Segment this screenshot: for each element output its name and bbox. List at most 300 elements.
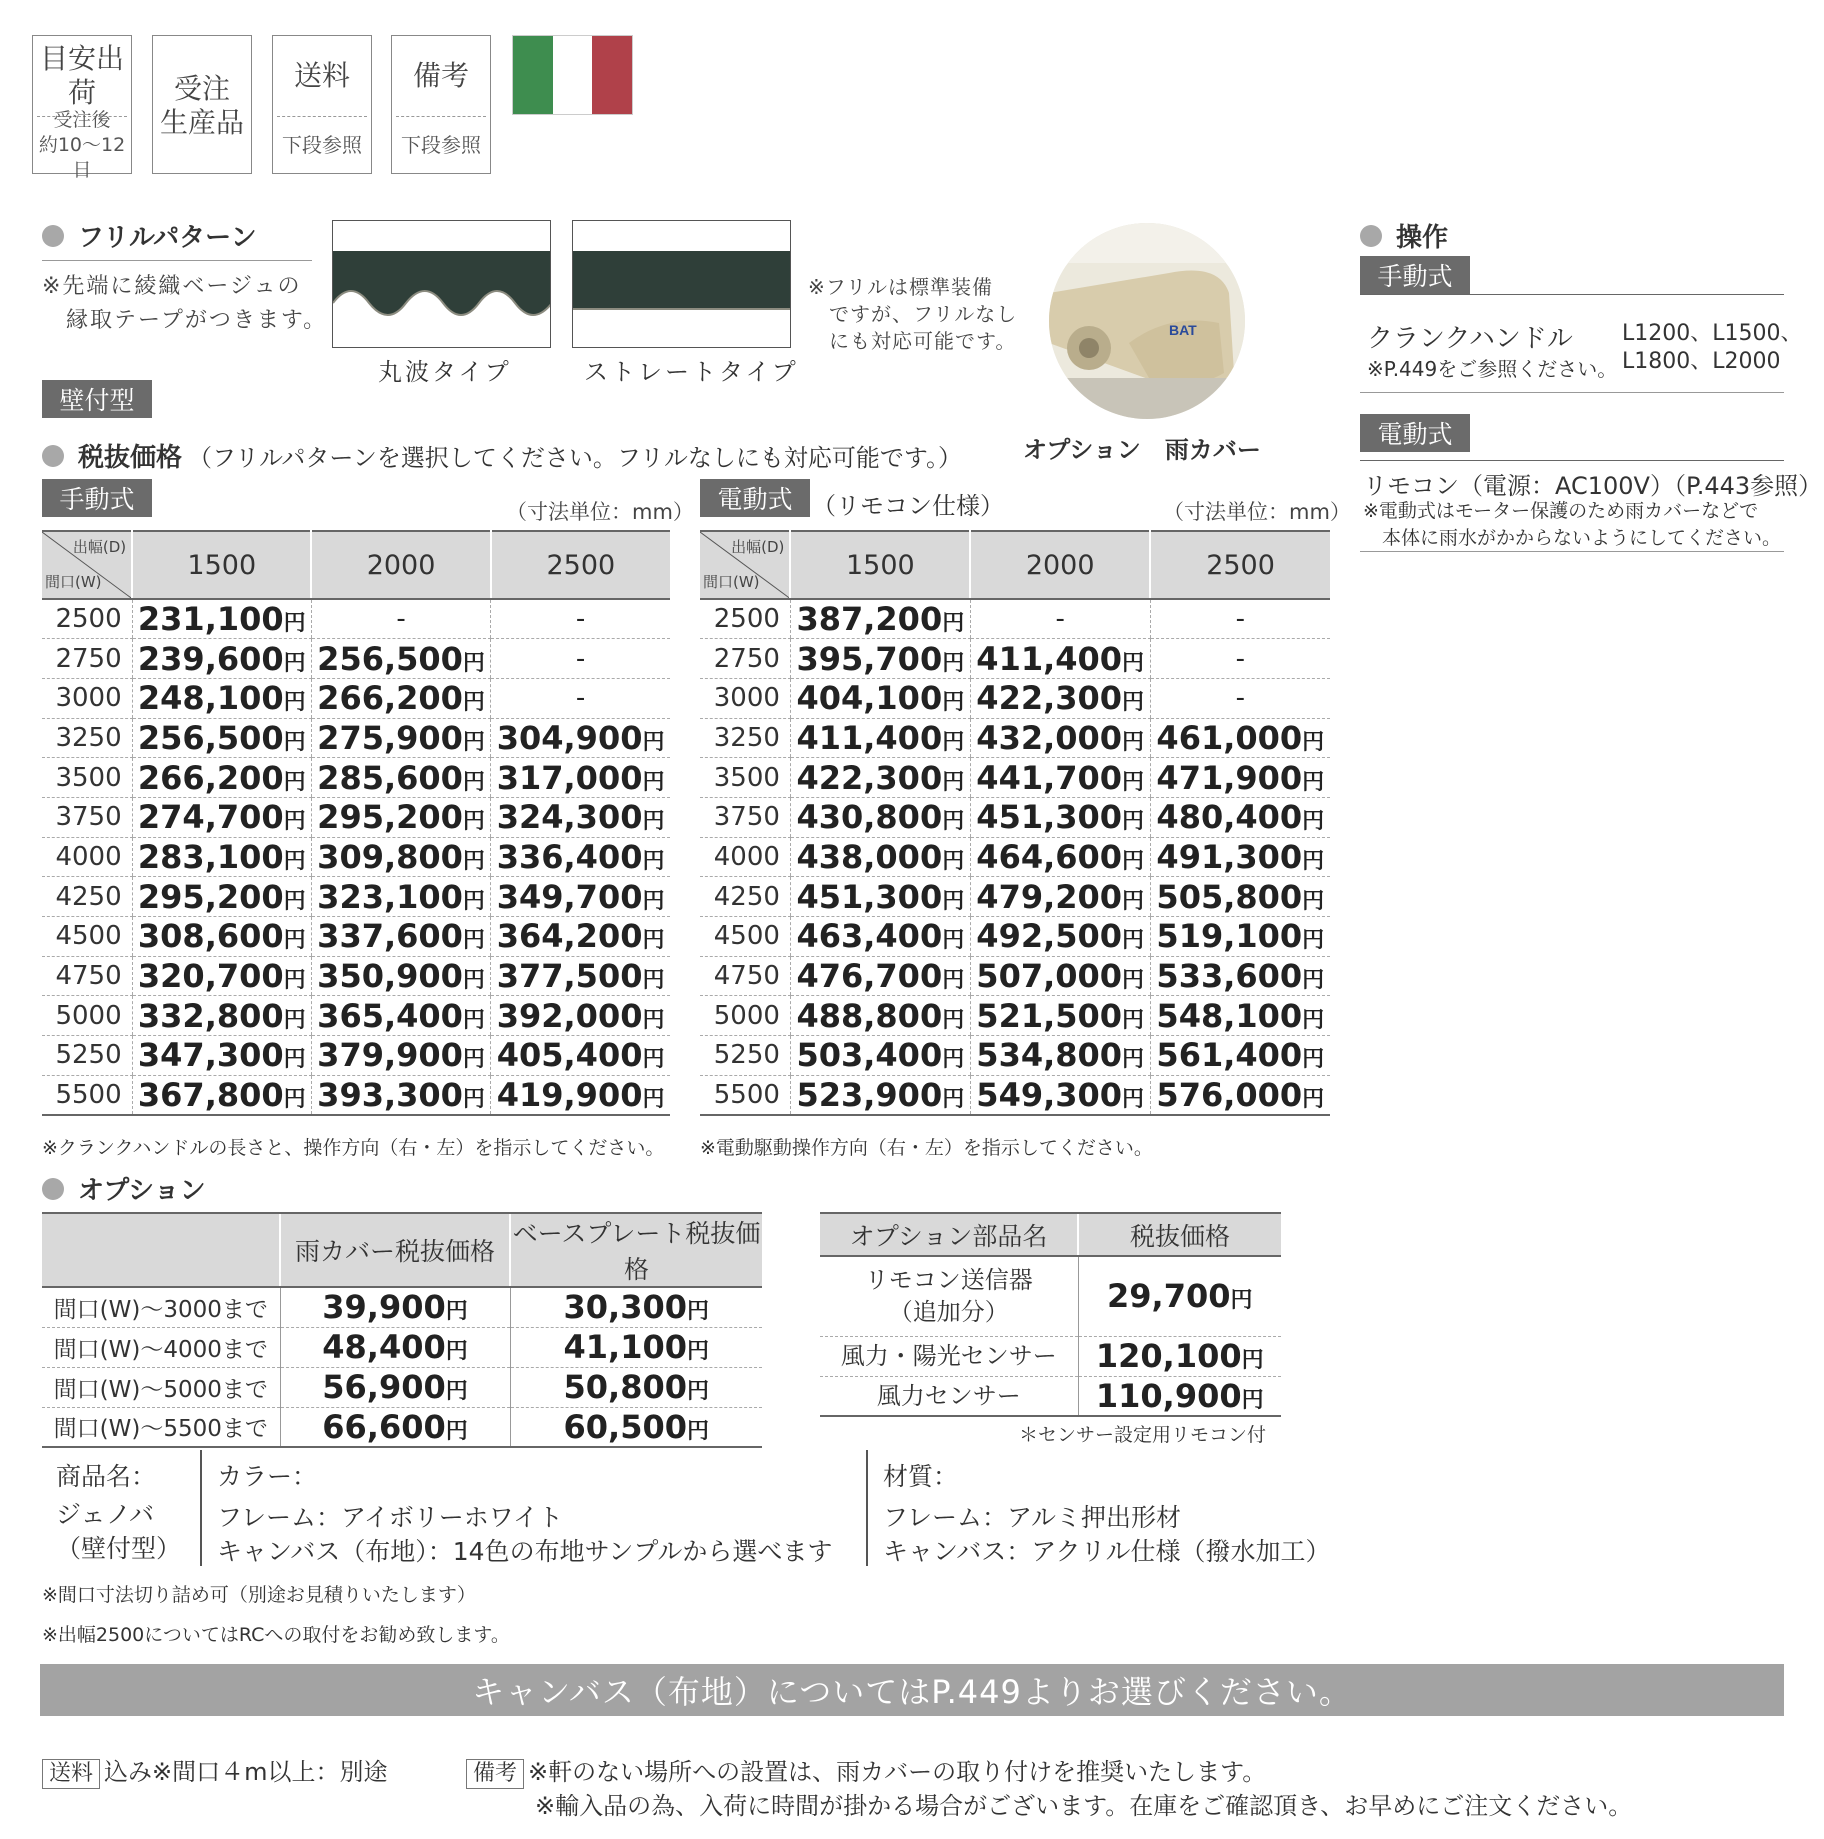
- table-row: [700, 1036, 1330, 1076]
- price-cell: [1150, 718, 1330, 758]
- electric-unit: （寸法単位：mm）: [1163, 500, 1351, 524]
- price-cell: [132, 837, 311, 877]
- price-cell: [790, 639, 970, 679]
- price-cell: [311, 837, 490, 877]
- frill-note: ※先端に綾織ベージュの 縁取テープがつきます。: [42, 274, 328, 333]
- price-cell: [491, 797, 670, 837]
- electric-subheading: （リモコン仕様）: [812, 492, 1004, 520]
- width-cell: 4000: [42, 837, 132, 877]
- yen-unit: 円: [462, 729, 485, 755]
- table-row: [42, 678, 670, 718]
- price-cell: [311, 996, 490, 1036]
- price-cell: [132, 639, 311, 679]
- yen-unit: 円: [942, 611, 965, 637]
- yen-unit: 円: [642, 769, 665, 795]
- price-value: 411,400: [796, 718, 943, 757]
- price-value: 507,000: [976, 957, 1123, 996]
- yen-unit: 円: [283, 1047, 306, 1073]
- price-cell: [970, 877, 1150, 917]
- yen-unit: 円: [942, 928, 965, 954]
- yen-unit: 円: [462, 690, 485, 716]
- width-cell: 3500: [700, 758, 790, 798]
- price-cell-empty: -: [491, 599, 670, 639]
- price-cell: [1150, 877, 1330, 917]
- price-value: 60,500: [563, 1407, 687, 1446]
- yen-unit: 円: [462, 1086, 485, 1112]
- width-cell: 3000: [42, 678, 132, 718]
- price-value: 110,900: [1095, 1376, 1242, 1415]
- table-row: [700, 877, 1330, 917]
- yen-unit: 円: [283, 650, 306, 676]
- width-cell: 5000: [700, 996, 790, 1036]
- yen-unit: 円: [1122, 1047, 1145, 1073]
- table-row: [42, 956, 670, 996]
- table-row: [42, 877, 670, 917]
- yen-unit: 円: [1302, 809, 1325, 835]
- yen-unit: 円: [1302, 769, 1325, 795]
- price-cell: [510, 1327, 762, 1367]
- price-cell: [970, 1036, 1150, 1076]
- manual-note: ※クランクハンドルの長さと、操作方向（右・左）を指示してください。: [42, 1137, 665, 1159]
- width-cell: 4250: [42, 877, 132, 917]
- price-value: 39,900: [322, 1288, 446, 1327]
- price-value: 266,200: [317, 679, 463, 718]
- yen-unit: 円: [1122, 968, 1145, 994]
- table-row: [42, 1036, 670, 1076]
- product-name-label: 商品名：: [56, 1462, 157, 1491]
- corner-depth-label: 出幅(D): [731, 538, 785, 556]
- price-value: 505,800: [1156, 877, 1303, 916]
- price-value: 548,100: [1156, 996, 1303, 1035]
- price-value: 364,200: [496, 917, 643, 956]
- width-cell: 4250: [700, 877, 790, 917]
- price-cell: [1078, 1336, 1281, 1376]
- corner-width-label: 間口(W): [45, 573, 102, 591]
- yen-unit: 円: [283, 809, 306, 835]
- yen-unit: 円: [686, 1299, 709, 1325]
- price-value: 337,600: [317, 917, 463, 956]
- price-cell: [1150, 797, 1330, 837]
- price-cell: [132, 599, 311, 639]
- price-cell: [311, 797, 490, 837]
- yen-unit: 円: [1241, 1387, 1264, 1413]
- italy-flag-icon: [512, 35, 633, 115]
- yen-unit: 円: [283, 968, 306, 994]
- price-value: 432,000: [976, 718, 1123, 757]
- rain-cover-image: [1049, 223, 1245, 419]
- width-cell: 4000: [700, 837, 790, 877]
- price-cell: [970, 718, 1150, 758]
- yen-unit: 円: [1302, 968, 1325, 994]
- yen-unit: 円: [1122, 1086, 1145, 1112]
- table-row: [700, 599, 1330, 639]
- option-part-name: 風力・陽光センサー: [820, 1336, 1078, 1376]
- price-value: 404,100: [796, 679, 943, 718]
- option-part-name: 風力センサー: [820, 1376, 1078, 1416]
- price-value: 519,100: [1156, 917, 1303, 956]
- yen-unit: 円: [1230, 1288, 1253, 1314]
- yen-unit: 円: [686, 1379, 709, 1404]
- price-value: 239,600: [137, 639, 284, 678]
- price-value: 461,000: [1156, 718, 1303, 757]
- corner-width-label: 間口(W): [703, 573, 760, 591]
- table-row: [700, 917, 1330, 957]
- depth-header: 2000: [970, 531, 1150, 599]
- price-cell: [1150, 1036, 1330, 1076]
- width-cell: 4750: [700, 956, 790, 996]
- yen-unit: 円: [283, 848, 306, 874]
- table-row: [42, 1287, 762, 1327]
- price-cell: [132, 1075, 311, 1115]
- price-value: 29,700: [1107, 1277, 1231, 1316]
- yen-unit: 円: [1122, 690, 1145, 716]
- yen-unit: 円: [942, 769, 965, 795]
- crank-handle-label: クランクハンドル: [1367, 324, 1573, 354]
- price-cell: [790, 678, 970, 718]
- price-cell: [970, 758, 1150, 798]
- price-cell: [132, 1036, 311, 1076]
- price-cell-empty: -: [1150, 639, 1330, 679]
- price-cell: [311, 917, 490, 957]
- price-value: 480,400: [1156, 798, 1303, 837]
- yen-unit: 円: [642, 848, 665, 874]
- price-value: 476,700: [796, 957, 943, 996]
- yen-unit: 円: [462, 650, 485, 676]
- price-value: 576,000: [1156, 1075, 1303, 1114]
- price-value: 533,600: [1156, 957, 1303, 996]
- price-cell: [311, 1036, 490, 1076]
- table-corner: [700, 531, 790, 599]
- info-box-title: 送料: [293, 59, 350, 92]
- price-cell: [1150, 1075, 1330, 1115]
- price-cell: [1150, 917, 1330, 957]
- price-cell: [790, 1036, 970, 1076]
- depth-header: 2000: [311, 531, 490, 599]
- electric-note: ※電動駆動操作方向（右・左）を指示してください。: [700, 1137, 1153, 1159]
- yen-unit: 円: [942, 690, 965, 716]
- yen-unit: 円: [1122, 769, 1145, 795]
- table-row: [42, 1407, 762, 1447]
- price-cell: [790, 599, 970, 639]
- price-value: 561,400: [1156, 1036, 1303, 1075]
- yen-unit: 円: [283, 888, 306, 914]
- price-cell-empty: -: [1150, 599, 1330, 639]
- price-cell: [790, 1075, 970, 1115]
- yen-unit: 円: [1122, 928, 1145, 954]
- table-row: [42, 639, 670, 679]
- price-value: 422,300: [796, 758, 943, 797]
- width-cell: 5500: [700, 1075, 790, 1115]
- table-row: [42, 718, 670, 758]
- yen-unit: 円: [445, 1379, 468, 1404]
- price-cell: [280, 1287, 510, 1327]
- table-row: [820, 1256, 1281, 1336]
- price-value: 463,400: [796, 917, 943, 956]
- width-cell: 3500: [42, 758, 132, 798]
- price-value: 349,700: [496, 877, 643, 916]
- remarks-footer: [466, 1752, 1266, 1789]
- price-value: 430,800: [796, 798, 943, 837]
- price-cell: [510, 1407, 762, 1447]
- crank-ref: ※P.449をご参照ください。: [1367, 357, 1618, 381]
- price-value: 50,800: [563, 1368, 687, 1406]
- manual-price-table: [42, 530, 670, 1116]
- price-cell: [970, 996, 1150, 1036]
- price-cell: [491, 1036, 670, 1076]
- price-value: 304,900: [496, 718, 643, 757]
- width-cell: 3250: [700, 718, 790, 758]
- yen-unit: 円: [462, 769, 485, 795]
- price-cell: [790, 956, 970, 996]
- price-cell: [790, 837, 970, 877]
- price-value: 283,100: [137, 837, 284, 876]
- remarks-text-1: ※軒のない場所への設置は、雨カバーの取り付けを推奨いたします。: [528, 1758, 1267, 1786]
- corner-depth-label: 出幅(D): [72, 538, 127, 556]
- price-value: 324,300: [496, 798, 643, 837]
- price-heading: 税抜価格 （フリルパターンを選択してください。フリルなしにも対応可能です。）: [42, 437, 962, 474]
- price-cell: [970, 917, 1150, 957]
- price-cell: [491, 956, 670, 996]
- yen-unit: 円: [283, 611, 306, 637]
- price-cell: [132, 797, 311, 837]
- price-cell: [970, 639, 1150, 679]
- note-rc: ※出幅2500についてはRCへの取付をお勧め致します。: [42, 1624, 510, 1646]
- width-cell: 4500: [42, 917, 132, 957]
- yen-unit: 円: [642, 729, 665, 755]
- price-cell: [311, 718, 490, 758]
- yen-unit: 円: [1302, 1047, 1325, 1073]
- yen-unit: 円: [1122, 848, 1145, 874]
- price-cell: [1150, 837, 1330, 877]
- option-part-name: リモコン送信器 （追加分）: [820, 1256, 1078, 1336]
- price-value: 479,200: [976, 877, 1123, 916]
- price-cell: [1150, 758, 1330, 798]
- width-cell: 2500: [42, 599, 132, 639]
- price-value: 48,400: [322, 1328, 446, 1366]
- yen-unit: 円: [686, 1339, 709, 1364]
- price-value: 393,300: [317, 1075, 463, 1114]
- price-value: 323,100: [317, 877, 463, 916]
- canvas-banner: キャンバス（布地）についてはP.449よりお選びください。: [40, 1664, 1784, 1716]
- price-value: 491,300: [1156, 837, 1303, 876]
- price-value: 256,500: [137, 718, 284, 757]
- price-value: 534,800: [976, 1036, 1123, 1075]
- yen-unit: 円: [283, 769, 306, 795]
- price-value: 248,100: [137, 679, 284, 718]
- depth-header: 1500: [132, 531, 311, 599]
- price-value: 419,900: [496, 1075, 643, 1114]
- manual-unit: （寸法単位：mm）: [506, 500, 694, 524]
- price-value: 392,000: [496, 996, 643, 1035]
- table-row: [42, 996, 670, 1036]
- color-frame: フレーム：アイボリーホワイト: [217, 1503, 564, 1532]
- info-box-shipping-estimate: [32, 35, 132, 181]
- yen-unit: 円: [942, 729, 965, 755]
- price-value: 451,300: [796, 877, 943, 916]
- price-value: 488,800: [796, 996, 943, 1035]
- price-cell: [311, 877, 490, 917]
- info-box-shipping: [272, 35, 372, 174]
- price-value: 451,300: [976, 798, 1123, 837]
- yen-unit: 円: [1302, 928, 1325, 954]
- table-row: [700, 758, 1330, 798]
- yen-unit: 円: [462, 1007, 485, 1033]
- yen-unit: 円: [1122, 729, 1145, 755]
- color-canvas: キャンバス（布地）：14色の布地サンプルから選べます: [217, 1537, 833, 1566]
- price-cell: [311, 956, 490, 996]
- yen-unit: 円: [1122, 650, 1145, 676]
- remote-note: ※電動式はモーター保護のため雨カバーなどで 本体に雨水がかからないようにしてください。: [1363, 500, 1782, 549]
- table-row: [700, 1075, 1330, 1115]
- price-value: 285,600: [317, 758, 463, 797]
- width-cell: 4750: [42, 956, 132, 996]
- price-cell: [510, 1367, 762, 1407]
- price-cell: [510, 1287, 762, 1327]
- price-cell: [491, 996, 670, 1036]
- price-cell-empty: -: [491, 639, 670, 679]
- table-corner: [42, 531, 132, 599]
- price-value: 295,200: [137, 877, 284, 916]
- table-row: [42, 1327, 762, 1367]
- frill-straight-image: [572, 220, 791, 348]
- option-caption: オプション 雨カバー: [1023, 436, 1261, 464]
- yen-unit: 円: [1241, 1348, 1264, 1373]
- price-cell: [280, 1407, 510, 1447]
- width-cell: 5000: [42, 996, 132, 1036]
- price-cell-empty: -: [1150, 678, 1330, 718]
- price-value: 350,900: [317, 957, 463, 996]
- price-value: 41,100: [563, 1328, 687, 1366]
- yen-unit: 円: [462, 928, 485, 954]
- width-cell: 5250: [42, 1036, 132, 1076]
- option-width-cell: 間口(W)〜4000まで: [42, 1327, 280, 1367]
- price-cell: [790, 797, 970, 837]
- price-cell: [132, 718, 311, 758]
- info-box-title: 受注 生産品: [159, 71, 244, 139]
- price-cell: [970, 678, 1150, 718]
- price-cell: [970, 956, 1150, 996]
- option-header: ベースプレート税抜価格: [510, 1213, 762, 1287]
- price-value: 347,300: [137, 1036, 284, 1075]
- info-box-sub: 受注後 約10〜12日: [38, 109, 126, 181]
- table-row: [42, 1367, 762, 1407]
- price-value: 387,200: [796, 600, 943, 639]
- remote-label: リモコン（電源：AC100V）（P.443参照）: [1363, 472, 1823, 500]
- frill-note2: ※フリルは標準装備 ですが、フリルなし にも対応可能です。: [808, 275, 1018, 353]
- price-value: 320,700: [137, 957, 284, 996]
- yen-unit: 円: [1302, 1007, 1325, 1033]
- table-row: [42, 917, 670, 957]
- price-cell: [1078, 1256, 1281, 1336]
- price-value: 56,900: [322, 1368, 446, 1406]
- price-value: 66,600: [322, 1407, 446, 1446]
- price-value: 317,000: [496, 758, 643, 797]
- yen-unit: 円: [942, 888, 965, 914]
- table-row: [700, 718, 1330, 758]
- yen-unit: 円: [642, 1086, 665, 1112]
- material-canvas: キャンバス：アクリル仕様（撥水加工）: [883, 1537, 1331, 1566]
- yen-unit: 円: [462, 809, 485, 835]
- price-cell: [280, 1327, 510, 1367]
- info-box-title: 目安出荷: [39, 42, 124, 109]
- wall-type-label: 壁付型: [42, 380, 152, 418]
- crank-sizes: L1200、L1500、 L1800、L2000: [1622, 321, 1803, 374]
- yen-unit: 円: [942, 968, 965, 994]
- width-cell: 2750: [700, 639, 790, 679]
- table-row: [700, 837, 1330, 877]
- manual-label: 手動式: [42, 479, 152, 517]
- yen-unit: 円: [1122, 888, 1145, 914]
- table-row: [42, 837, 670, 877]
- yen-unit: 円: [642, 1007, 665, 1033]
- price-cell: [132, 678, 311, 718]
- color-label: カラー：: [217, 1462, 318, 1491]
- price-cell: [1078, 1376, 1281, 1416]
- option-header: オプション部品名: [820, 1213, 1078, 1256]
- width-cell: 3250: [42, 718, 132, 758]
- yen-unit: 円: [942, 809, 965, 835]
- price-cell: [311, 678, 490, 718]
- shipping-tag: 送料: [42, 1759, 100, 1789]
- price-cell: [132, 956, 311, 996]
- price-cell: [790, 877, 970, 917]
- price-value: 441,700: [976, 758, 1123, 797]
- info-box-made-to-order: [152, 35, 252, 174]
- price-cell: [970, 797, 1150, 837]
- info-box-title: 備考: [412, 59, 469, 92]
- price-value: 464,600: [976, 837, 1123, 876]
- width-cell: 3750: [42, 797, 132, 837]
- price-cell: [491, 1075, 670, 1115]
- table-row: [700, 996, 1330, 1036]
- price-value: 256,500: [317, 639, 463, 678]
- price-cell: [132, 877, 311, 917]
- table-row: [820, 1336, 1281, 1376]
- table-row: [700, 797, 1330, 837]
- option-header: 雨カバー税抜価格: [280, 1213, 510, 1287]
- yen-unit: 円: [445, 1299, 468, 1325]
- yen-unit: 円: [942, 650, 965, 676]
- price-value: 30,300: [563, 1288, 687, 1327]
- price-cell: [491, 837, 670, 877]
- yen-unit: 円: [1302, 729, 1325, 755]
- yen-unit: 円: [642, 888, 665, 914]
- yen-unit: 円: [283, 1007, 306, 1033]
- width-cell: 5500: [42, 1075, 132, 1115]
- table-row: [42, 758, 670, 798]
- price-cell: [970, 1075, 1150, 1115]
- remarks-tag: 備考: [466, 1759, 524, 1789]
- yen-unit: 円: [283, 729, 306, 755]
- operation-manual-label: 手動式: [1360, 256, 1470, 294]
- price-cell-empty: -: [970, 599, 1150, 639]
- frill-wave-caption: 丸波タイプ: [378, 358, 512, 386]
- price-value: 395,700: [796, 639, 943, 678]
- price-cell: [491, 758, 670, 798]
- price-value: 266,200: [137, 758, 284, 797]
- yen-unit: 円: [283, 928, 306, 954]
- yen-unit: 円: [942, 848, 965, 874]
- material-frame: フレーム：アルミ押出形材: [883, 1503, 1182, 1532]
- price-value: 295,200: [317, 798, 463, 837]
- price-cell: [280, 1367, 510, 1407]
- yen-unit: 円: [686, 1418, 709, 1444]
- yen-unit: 円: [1122, 1007, 1145, 1033]
- note-width-trim: ※間口寸法切り詰め可（別途お見積りいたします）: [42, 1584, 476, 1606]
- price-cell: [790, 996, 970, 1036]
- table-row: [700, 639, 1330, 679]
- material-label: 材質：: [883, 1462, 959, 1491]
